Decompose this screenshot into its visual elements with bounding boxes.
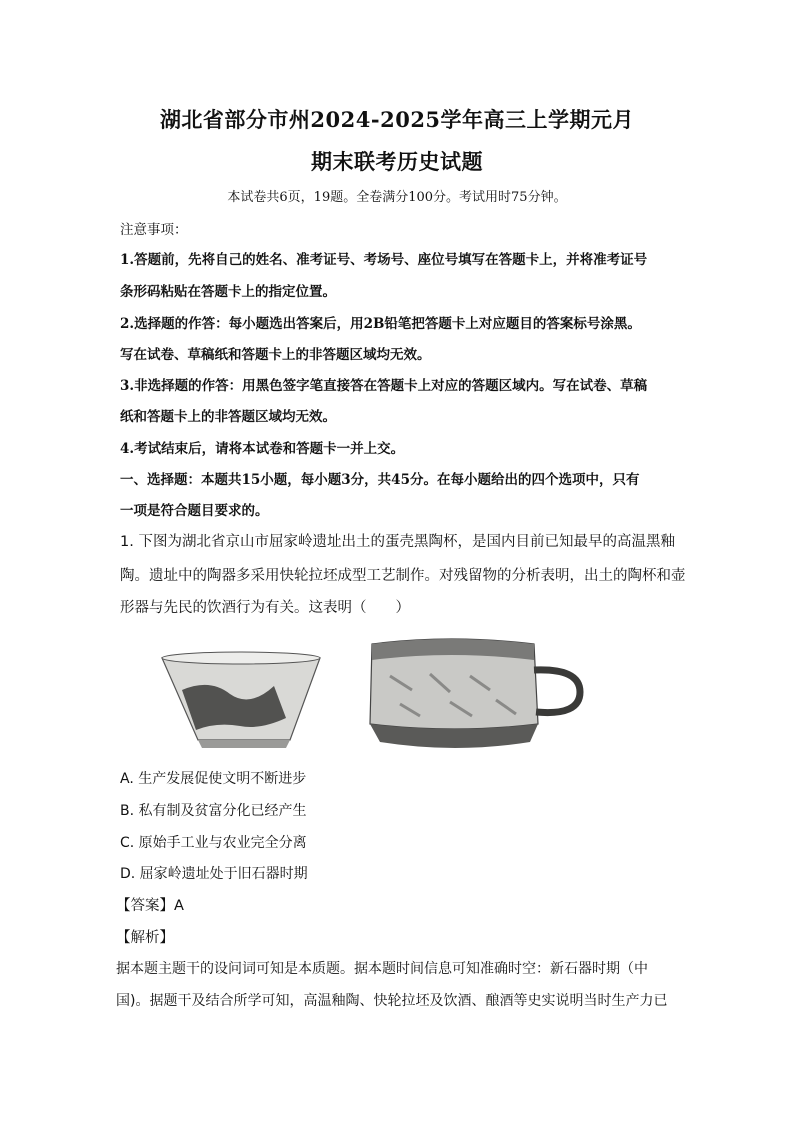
answer-label: 【答案】A [116,898,184,914]
analysis-line: 据本题主题干的设问词可知是本质题。据本题时间信息可知准确时空：新石器时期（中 [116,961,648,977]
analysis-label: 【解析】 [116,930,174,946]
notice-line: 写在试卷、草稿纸和答题卡上的非答题区域均无效。 [120,347,431,363]
notice-line: 4.考试结束后，请将本试卷和答题卡一并上交。 [120,441,405,457]
pottery-photo [150,630,610,760]
notice-heading: 注意事项： [120,222,188,238]
section-heading-line: 一、选择题：本题共15小题，每小题3分，共45分。在每小题给出的四个选项中，只有 [120,472,640,488]
exam-info: 本试卷共6页，19题。全卷满分100分。考试用时75分钟。 [227,190,567,205]
notice-line: 条形码粘贴在答题卡上的指定位置。 [120,284,336,300]
question-stem-line: 1. 下图为湖北省京山市屈家岭遗址出土的蛋壳黑陶杯，是国内目前已知最早的高温黑釉 [120,534,675,550]
option-d: D. 屈家岭遗址处于旧石器时期 [120,866,308,882]
black-pottery-cup-image [370,639,580,748]
notice-line: 2.选择题的作答：每小题选出答案后，用2B铅笔把答题卡上对应题目的答案标号涂黑。 [120,316,641,332]
notice-line: 纸和答题卡上的非答题区域均无效。 [120,409,336,425]
analysis-line: 国)。据题干及结合所学可知，高温釉陶、快轮拉坯及饮酒、酿酒等史实说明当时生产力已 [116,993,668,1009]
option-c: C. 原始手工业与农业完全分离 [120,835,307,851]
document-title-line1: 湖北省部分市州2024-2025学年高三上学期元月 [159,107,635,132]
notice-line: 3.非选择题的作答：用黑色签字笔直接答在答题卡上对应的答题区域内。写在试卷、草稿 [120,378,648,394]
section-heading-line: 一项是符合题目要求的。 [120,503,269,519]
question-stem-line: 陶。遗址中的陶器多采用快轮拉坯成型工艺制作。对残留物的分析表明，出土的陶杯和壶 [120,568,686,584]
black-pottery-bowl-image [162,652,320,748]
notice-line: 1.答题前，先将自己的姓名、准考证号、考场号、座位号填写在答题卡上，并将准考证号 [120,252,648,268]
option-b: B. 私有制及贫富分化已经产生 [120,803,307,819]
document-title-line2: 期末联考历史试题 [311,149,483,174]
option-a: A. 生产发展促使文明不断进步 [120,771,307,787]
question-stem-line: 形器与先民的饮酒行为有关。这表明（ ） [120,600,410,616]
